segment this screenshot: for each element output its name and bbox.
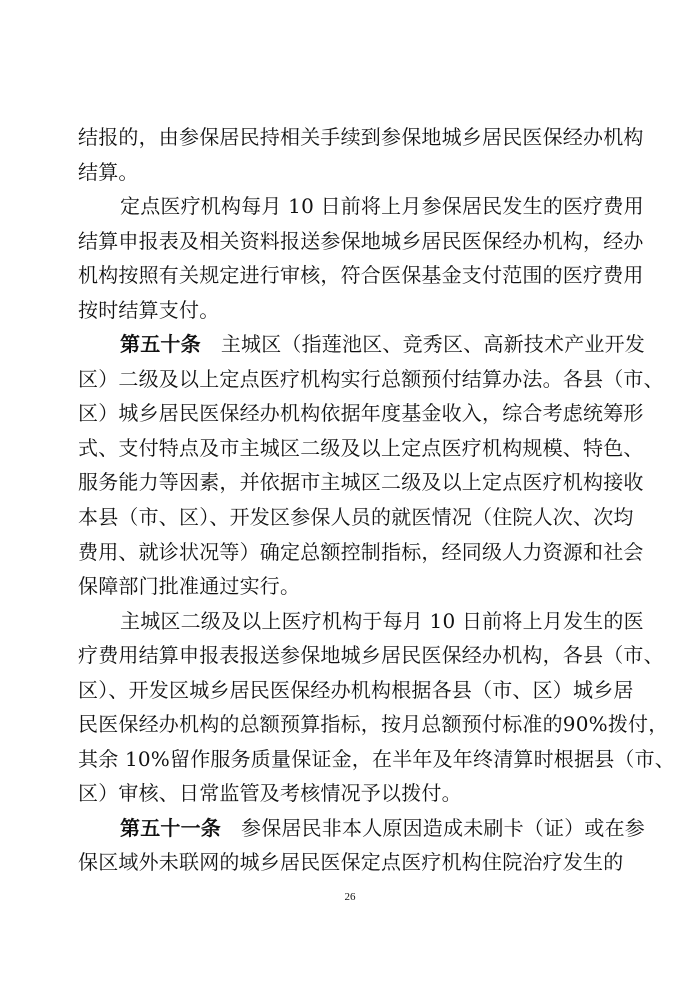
text-line: 结算。: [78, 159, 139, 184]
text-line: 区）城乡居民医保经办机构依据年度基金收入，综合考虑统筹形: [78, 401, 644, 426]
text-line: 机构按照有关规定进行审核，符合医保基金支付范围的医疗费用: [78, 263, 644, 288]
text-line: 区）、开发区城乡居民医保经办机构根据各县（市、区）城乡居: [78, 677, 634, 702]
paragraph-first-line: 主城区二级及以上医疗机构于每月 10 日前将上月发生的医: [120, 608, 644, 633]
text-line: 按时结算支付。: [78, 297, 220, 322]
text-line: 疗费用结算申报表报送参保地城乡居民医保经办机构，各县（市、: [78, 643, 664, 668]
text-line: 区）审核、日常监管及考核情况予以拨付。: [78, 781, 462, 806]
article-fifty-one-first-line: [78, 811, 645, 846]
text-line: 式、支付特点及市主城区二级及以上定点医疗机构规模、特色、: [78, 435, 644, 460]
article-fifty-one-heading: 第五十一条: [120, 815, 221, 840]
body-text: [78, 120, 676, 880]
article-fifty-text: 主城区（指莲池区、竞秀区、高新技术产业开发: [220, 332, 646, 357]
text-line: 保障部门批准通过实行。: [78, 574, 301, 599]
text-line: 结算申报表及相关资料报送参保地城乡居民医保经办机构，经办: [78, 228, 644, 253]
text-line: 其余 10%留作服务质量保证金，在半年及年终清算时根据县（市、: [78, 746, 676, 771]
article-fifty-one-text: 参保居民非本人原因造成未刷卡（证）或在参: [241, 815, 645, 840]
page-number: 26: [344, 891, 356, 903]
article-fifty-first-line: [78, 327, 646, 362]
text-line: 服务能力等因素，并依据市主城区二级及以上定点医疗机构接收: [78, 470, 644, 495]
paragraph-first-line: 定点医疗机构每月 10 日前将上月参保居民发生的医疗费用: [120, 194, 644, 219]
article-fifty-heading: 第五十条: [120, 332, 201, 357]
text-line: 结报的，由参保居民持相关手续到参保地城乡居民医保经办机构: [78, 125, 644, 149]
text-line: 区）二级及以上定点医疗机构实行总额预付结算办法。各县（市、: [78, 366, 664, 391]
text-line: 费用、就诊状况等）确定总额控制指标，经同级人力资源和社会: [78, 539, 644, 564]
text-line: 本县（市、区）、开发区参保人员的就医情况（住院人次、次均: [78, 505, 634, 530]
text-line: 保区域外未联网的城乡居民医保定点医疗机构住院治疗发生的: [78, 850, 624, 875]
text-line: 民医保经办机构的总额预算指标，按月总额预付标准的90%拨付，: [78, 712, 669, 737]
